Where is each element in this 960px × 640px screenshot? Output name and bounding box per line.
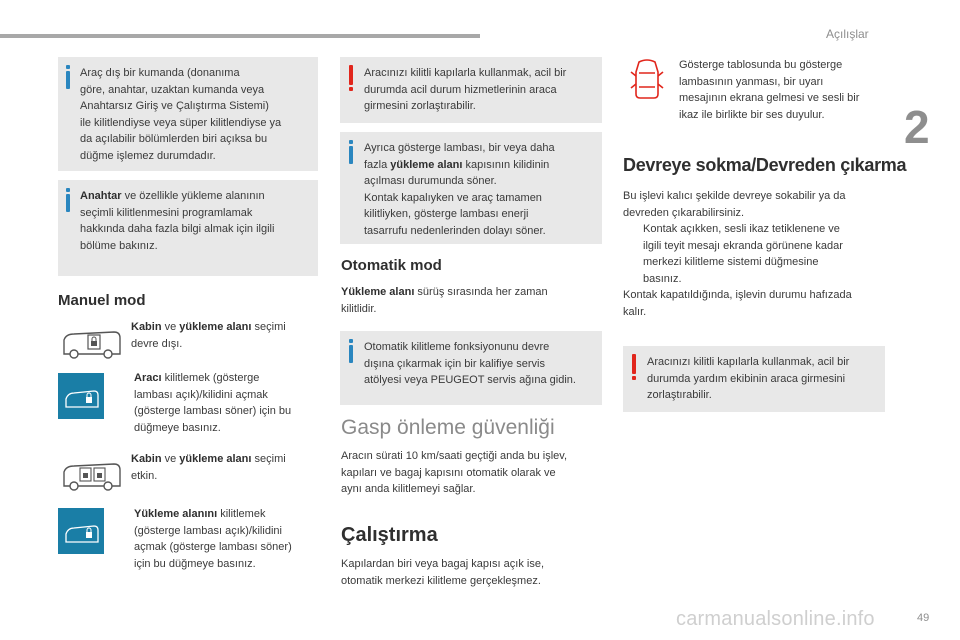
body-text: ikaz ile birlikte bir ses duyulur. bbox=[679, 108, 825, 121]
body-text: ilgili teyit mesajı ekranda görünene kadar bbox=[643, 239, 843, 252]
item-text: devre dışı. bbox=[131, 337, 183, 350]
activation-title: Devreye sokma/Devreden çıkarma bbox=[623, 155, 907, 175]
item-text: Kabin ve yükleme alanı seçimi bbox=[131, 321, 286, 333]
info-line: Ayrıca gösterge lambası, bir veya daha bbox=[364, 142, 555, 154]
page-number: 49 bbox=[917, 612, 930, 624]
body-text: Aracın sürati 10 km/saati geçtiği anda bu işlev, bbox=[341, 450, 568, 462]
info-line: Araç dış bir kumanda (donanıma bbox=[80, 67, 240, 79]
body-text: Kontak kapatıldığında, işlevin durumu hafızada bbox=[623, 289, 852, 301]
watermark: carmanualsonline.info bbox=[676, 608, 875, 630]
body-text: Bu işlevi kalıcı şekilde devreye sokabilir ya da bbox=[623, 190, 846, 202]
info-line: tasarrufu nedenlerinden dolayı söner. bbox=[364, 224, 546, 237]
header-bar bbox=[0, 34, 480, 38]
item-text: için bu düğmeye basınız. bbox=[134, 557, 256, 570]
automatic-mode-title: Otomatik mod bbox=[341, 257, 442, 274]
car-door-warning-lamp-icon bbox=[630, 58, 664, 102]
info-line: göre, anahtar, uzaktan kumanda veya bbox=[80, 83, 265, 96]
info-box-key bbox=[58, 180, 318, 276]
bold-term: Anahtar bbox=[80, 190, 122, 202]
info-line: düğme işlemez durumdadır. bbox=[80, 149, 216, 162]
manual-mode-title: Manuel mod bbox=[58, 292, 146, 309]
info-line: ile kilitlendiyse veya süper kilitlendiyse ya bbox=[80, 116, 282, 129]
body-text: lambasının yanması, bir uyarı bbox=[679, 75, 824, 88]
item-text: (gösterge lambası açık)/kilidini bbox=[134, 524, 282, 537]
info-icon bbox=[349, 345, 353, 363]
cargo-lock-button-icon bbox=[58, 508, 104, 554]
body-text: devreden çıkarabilirsiniz. bbox=[623, 206, 745, 219]
body-text: Kontak açıkken, sesli ikaz tetiklenene ve bbox=[643, 223, 840, 235]
item-text: Kabin ve yükleme alanı seçimi bbox=[131, 453, 286, 465]
section-title: Açılışlar bbox=[826, 27, 869, 41]
info-line: fazla yükleme alanı kapısının kilidinin bbox=[364, 158, 550, 171]
item-text: açmak (gösterge lambası söner) bbox=[134, 541, 292, 553]
warning-icon bbox=[632, 354, 636, 374]
info-line: hakkında daha fazla bilgi almak için ilgili bbox=[80, 223, 275, 235]
info-line: Anahtarsız Giriş ve Çalıştırma Sistemi) bbox=[80, 100, 269, 112]
info-line: da açılabilir bölümlerden biri açıksa bu bbox=[80, 133, 268, 145]
body-text: aynı anda kilitlemeyi sağlar. bbox=[341, 483, 476, 495]
warning-line: girmesini zorlaştırabilir. bbox=[364, 100, 476, 112]
body-text: Kapılardan biri veya bagaj kapısı açık ise, bbox=[341, 558, 545, 570]
warning-line: Aracınızı kilitli kapılarla kullanmak, acil bir bbox=[364, 67, 567, 79]
body-text: Gösterge tablosunda bu gösterge bbox=[679, 59, 843, 71]
item-text: düğmeye basınız. bbox=[134, 421, 221, 434]
info-line: kilitliyken, gösterge lambası enerji bbox=[364, 208, 529, 220]
info-box-lamp bbox=[340, 132, 602, 244]
item-text: Aracı kilitlemek (gösterge bbox=[134, 372, 260, 384]
lock-button-icon bbox=[58, 373, 104, 419]
info-line: Anahtar ve özellikle yükleme alanının bbox=[80, 190, 265, 202]
anti-theft-title: Gasp önleme güvenliği bbox=[341, 416, 555, 439]
body-text: mesajının ekrana gelmesi ve sesli bir bbox=[679, 92, 860, 104]
body-text: kilitlidir. bbox=[341, 302, 377, 315]
warning-line: durumda acil durum hizmetlerinin araca bbox=[364, 83, 557, 96]
info-icon bbox=[349, 146, 353, 164]
info-icon bbox=[66, 194, 70, 212]
warning-icon bbox=[349, 65, 353, 85]
info-line: atölyesi veya PEUGEOT servis ağına gidin. bbox=[364, 374, 576, 386]
info-line: seçimli kilitlenmesini programlamak bbox=[80, 206, 253, 219]
van-lock-icon bbox=[60, 326, 124, 362]
item-text: etkin. bbox=[131, 469, 158, 482]
body-text: basınız. bbox=[643, 272, 682, 285]
warning-box-emergency bbox=[340, 57, 602, 123]
info-line: dışına çıkarmak için bir kalifiye servis bbox=[364, 357, 545, 370]
van-cargo-lock-icon bbox=[60, 458, 124, 494]
body-text: Yükleme alanı sürüş sırasında her zaman bbox=[341, 286, 548, 298]
body-text: merkezi kilitleme sistemi düğmesine bbox=[643, 256, 819, 268]
warning-line: durumda yardım ekibinin araca girmesini bbox=[647, 372, 846, 385]
warning-line: zorlaştırabilir. bbox=[647, 389, 712, 401]
warning-box-rescue bbox=[623, 346, 885, 412]
body-text: otomatik merkezi kilitleme gerçekleşmez. bbox=[341, 574, 541, 587]
chapter-number: 2 bbox=[904, 101, 930, 153]
item-text: lambası açık)/kilidini açmak bbox=[134, 388, 268, 401]
item-text: (gösterge lambası söner) için bu bbox=[134, 405, 292, 417]
info-icon bbox=[66, 71, 70, 89]
info-box-service bbox=[340, 331, 602, 405]
warning-line: Aracınızı kilitli kapılarla kullanmak, acil bir bbox=[647, 356, 850, 368]
info-line: Kontak kapalıyken ve araç tamamen bbox=[364, 191, 542, 204]
info-line: açılması durumunda söner. bbox=[364, 175, 497, 187]
info-box-remote-lock bbox=[58, 57, 318, 171]
operation-title: Çalıştırma bbox=[341, 524, 438, 546]
body-text: kalır. bbox=[623, 305, 647, 318]
body-text: kapıları ve bagaj kapısını otomatik olarak ve bbox=[341, 466, 556, 479]
info-line: Otomatik kilitleme fonksiyonunu devre bbox=[364, 341, 550, 353]
item-text: Yükleme alanını kilitlemek bbox=[134, 508, 266, 520]
info-line: bölüme bakınız. bbox=[80, 239, 158, 252]
